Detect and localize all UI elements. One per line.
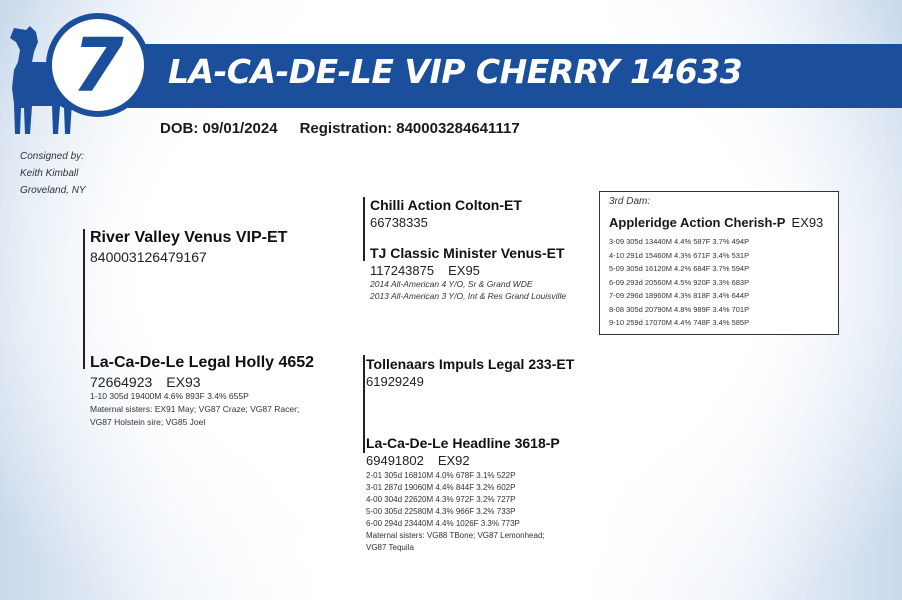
dam-name: La-Ca-De-Le Legal Holly 4652 [90, 354, 315, 371]
production-record: 5-00 305d 22580M 4.3% 966F 3.2% 733P [366, 507, 516, 516]
sire-sire-reg: 66738335 [370, 215, 428, 230]
production-record: 2-01 305d 16810M 4.0% 678F 3.1% 522P [366, 471, 516, 480]
lot-title: LA-CA-DE-LE VIP CHERRY 14633 [168, 52, 743, 91]
production-record: 3-01 287d 19060M 4.4% 844F 3.2% 602P [366, 483, 516, 492]
dam-dam-classification: EX92 [437, 453, 470, 468]
sire-dam-reg: 117243875 [370, 263, 435, 278]
production-record: 5-09 305d 16120M 4.2% 684F 3.7% 594P [609, 264, 750, 273]
sire-dam [370, 245, 566, 302]
pedigree-line [363, 197, 365, 261]
production-record: 3-09 305d 13440M 4.4% 587F 3.7% 494P [609, 237, 750, 246]
dob: DOB: 09/01/2024 [160, 120, 278, 137]
dam-sire-name: Tollenaars Impuls Legal 233-ET [366, 356, 575, 372]
consigned-label: Consigned by: [20, 151, 84, 162]
third-dam-records [609, 235, 749, 330]
production-record: 1-10 305d 19400M 4.6% 893F 3.4% 655P [90, 391, 249, 401]
dam-dam-name: La-Ca-De-Le Headline 3618-P [366, 435, 560, 451]
production-record: 6-00 294d 23440M 4.4% 1026F 3.3% 773P [366, 519, 520, 528]
consignor-name: Keith Kimball [20, 168, 79, 179]
dam-reg: 72664923 [90, 374, 153, 390]
third-dam-box [599, 191, 839, 335]
sire-sire-name: Chilli Action Colton-ET [370, 197, 522, 213]
production-record: 4-10 291d 15460M 4.3% 671F 3.4% 531P [609, 250, 750, 260]
third-dam-name-line [609, 215, 823, 230]
pedigree-line [83, 229, 85, 369]
sire-name: River Valley Venus VIP-ET [90, 229, 288, 246]
third-dam-classification: EX93 [791, 215, 824, 230]
dam-sire-reg: 61929249 [366, 374, 424, 389]
third-dam-label: 3rd Dam: [609, 196, 651, 207]
maternal-note: VG87 Tequila [366, 543, 414, 552]
maternal-note: VG87 Holstein sire; VG85 Joel [90, 417, 206, 427]
lot-number: 7 [72, 23, 124, 109]
pedigree-line [363, 355, 365, 453]
dam-dam-reg: 69491802 [366, 453, 424, 468]
sire [90, 229, 287, 265]
production-record: 7-09 296d 18960M 4.3% 818F 3.4% 644P [609, 291, 750, 300]
maternal-note: Maternal sisters: EX91 May; VG87 Craze; VG87 Racer; [90, 404, 300, 414]
maternal-note: Maternal sisters: VG88 TBone; VG87 Lemonhead; [366, 531, 545, 540]
dam-dam [366, 435, 560, 554]
production-record: 9-10 259d 17070M 4.4% 748F 3.4% 585P [609, 318, 750, 327]
award-line: 2014 All-American 4 Y/O, Sr & Grand WDE [370, 279, 533, 289]
production-record: 8-08 305d 20790M 4.8% 989F 3.4% 701P [609, 304, 750, 314]
dam-classification: EX93 [166, 374, 201, 390]
sire-reg: 840003126479167 [90, 249, 207, 265]
consignor-location: Groveland, NY [20, 185, 86, 196]
consignor-info [20, 148, 86, 199]
dam [90, 354, 314, 429]
sire-dam-name: TJ Classic Minister Venus-ET [370, 245, 565, 261]
sire-dam-classification: EX95 [448, 263, 480, 278]
dob-registration-line [160, 120, 520, 137]
sire-sire [370, 197, 522, 230]
production-record: 4-00 304d 22620M 4.3% 972F 3.2% 727P [366, 495, 516, 504]
lot-number-badge [46, 13, 150, 117]
registration: Registration: 840003284641117 [299, 120, 520, 137]
third-dam-name: Appleridge Action Cherish-P [609, 215, 786, 230]
production-record: 6-09 293d 20560M 4.5% 920F 3.3% 683P [609, 277, 750, 287]
dam-sire [366, 356, 574, 389]
award-line: 2013 All-American 3 Y/O, Int & Res Grand Louisville [370, 291, 567, 301]
